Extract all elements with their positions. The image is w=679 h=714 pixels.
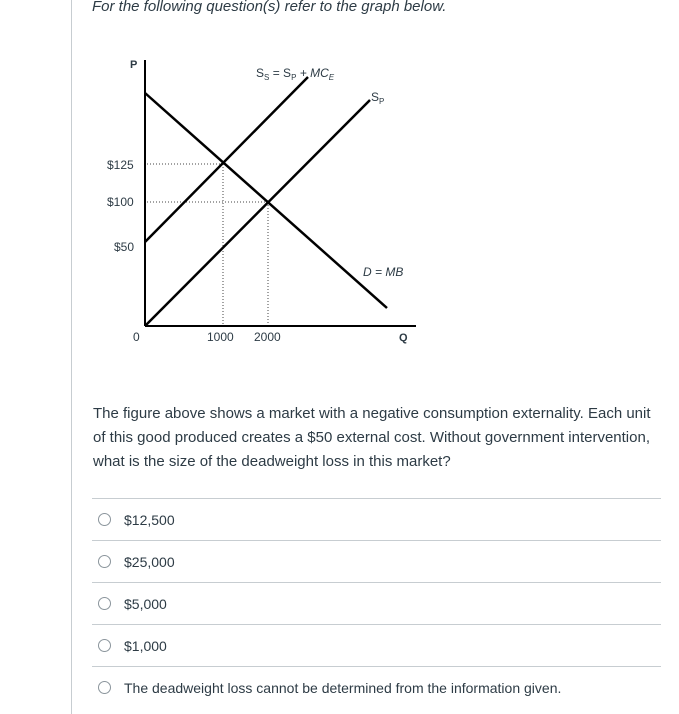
y-axis-label: P [130,59,138,71]
y-tick-100: $100 [107,195,134,209]
answer-label: $5,000 [124,595,167,612]
private-supply-curve [145,100,370,326]
x-tick-1000: 1000 [207,330,234,344]
answer-label: $25,000 [124,553,175,570]
question-text: The figure above shows a market with a negative consumption externality. Each unit of this good produced creates a $50 external cost. Without government intervention, what is the size of the deadweight loss in this market? [93,405,651,470]
radio-button[interactable] [98,555,111,568]
answer-option-1[interactable] [92,498,661,540]
answer-option-5[interactable] [92,666,661,708]
supply-demand-graph [90,50,430,350]
intro-text: For the following question(s) refer to the graph below. [92,0,447,15]
private-supply-label: $S_P$ [371,90,385,106]
radio-button[interactable] [98,681,111,694]
radio-button[interactable] [98,639,111,652]
answer-option-4[interactable] [92,624,661,666]
left-rule [71,0,72,714]
origin-label: 0 [133,330,140,344]
x-tick-2000: 2000 [254,330,281,344]
answer-list [92,498,661,708]
x-axis-label: Q [399,332,408,344]
radio-button[interactable] [98,597,111,610]
answer-label: The deadweight loss cannot be determined from the information given. [124,679,562,696]
social-supply-label: $S_S = S_P + MC_E$ [256,66,335,82]
answer-option-2[interactable] [92,540,661,582]
answer-label: $1,000 [124,637,167,654]
y-tick-50: $50 [114,240,135,254]
demand-curve [145,93,387,308]
y-tick-125: $125 [107,158,134,172]
radio-button[interactable] [98,513,111,526]
answer-option-3[interactable] [92,582,661,624]
demand-label: D = MB [363,265,404,279]
answer-label: $12,500 [124,511,175,528]
